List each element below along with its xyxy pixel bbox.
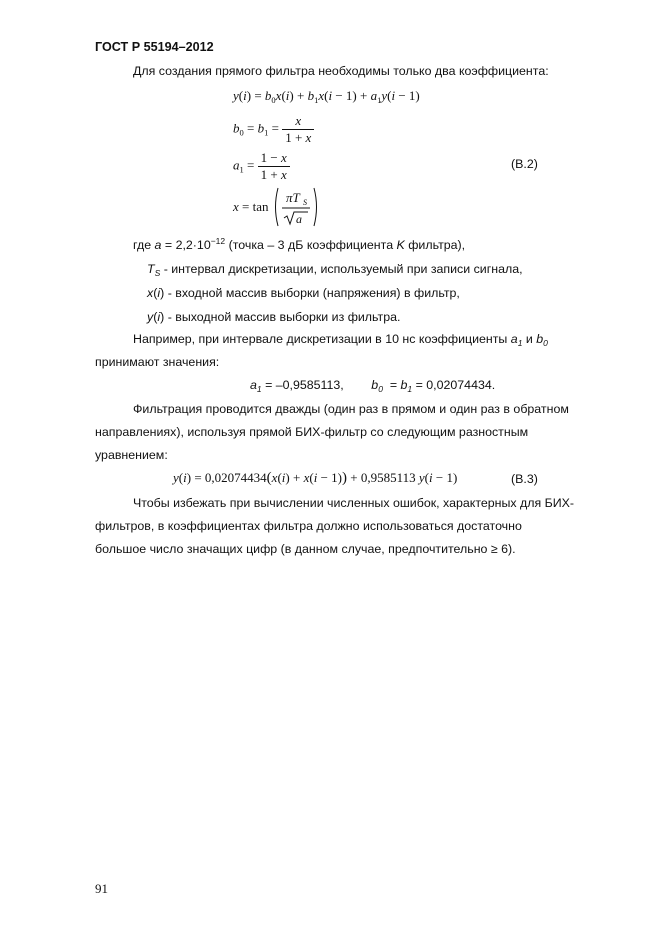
where-line: где $a = 2,2\cdot 10^{-12}$ (точка – 3 дБ коэффициента K фильтра), — [133, 236, 466, 252]
avoid-line-1: Чтобы избежать при вычислении численных ошибок, характерных для БИХ- — [133, 496, 575, 510]
xi-definition: x(i) - входной массив выборки (напряжения) в фильтр, — [147, 286, 460, 300]
tan-argument-fraction — [272, 186, 320, 228]
equation-label-b3: (B.3) — [511, 472, 538, 486]
equation-x: x = tan πT S a — [233, 186, 320, 228]
ts-definition: $T_S$ - интервал дискретизации, используемый при записи сигнала, — [147, 262, 523, 278]
equation-label-b2: (B.2) — [511, 157, 538, 171]
filter-line-2: направлениях), используя прямой БИХ-фильтр со следующим разностным — [95, 425, 529, 439]
page-number: 91 — [95, 881, 108, 896]
filter-line-3: уравнением: — [95, 448, 168, 462]
equation-b0-b1: $b_0 = b_1$ = $\frac{x}{1 + x}$ — [233, 113, 314, 146]
intro-paragraph: Для создания прямого фильтра необходимы только два коэффициента: — [133, 64, 549, 78]
svg-text:S: S — [302, 198, 307, 207]
svg-text:πT: πT — [285, 190, 300, 205]
avoid-line-2: фильтров, в коэффициентах фильтра должно использоваться достаточно — [95, 519, 522, 533]
avoid-line-3: большое число значащих цифр (в данном случае, предпочтительно ≥ 6). — [95, 542, 516, 556]
coefficient-values: $a_1 = -0,9585113$, $b_0 = b_1 = 0,02074434$. — [250, 378, 496, 394]
filter-line-1: Фильтрация проводится дважды (один раз в прямом и один раз в обратном — [133, 402, 569, 416]
yi-definition: y(i) - выходной массив выборки из фильтра. — [147, 310, 401, 324]
example-line-1: Например, при интервале дискретизации в 10 нс коэффициенты $a_1$ и $b_0$ — [133, 332, 548, 348]
equation-a1: $a_1$ = $\frac{1 - x}{1 + x}$ — [233, 150, 290, 183]
equation-y: $y(i) = b_0x(i) + b_1x(i - 1) + a_1y(i - 1)$ — [233, 88, 420, 105]
equation-b3: y(i) = 0,02074434(x(i) + x(i − 1)) + 0,9585113 y(i − 1) — [173, 470, 458, 486]
example-line-2: принимают значения: — [95, 355, 220, 369]
document-header: ГОСТ Р 55194–2012 — [95, 40, 214, 54]
svg-text:a: a — [295, 212, 302, 226]
